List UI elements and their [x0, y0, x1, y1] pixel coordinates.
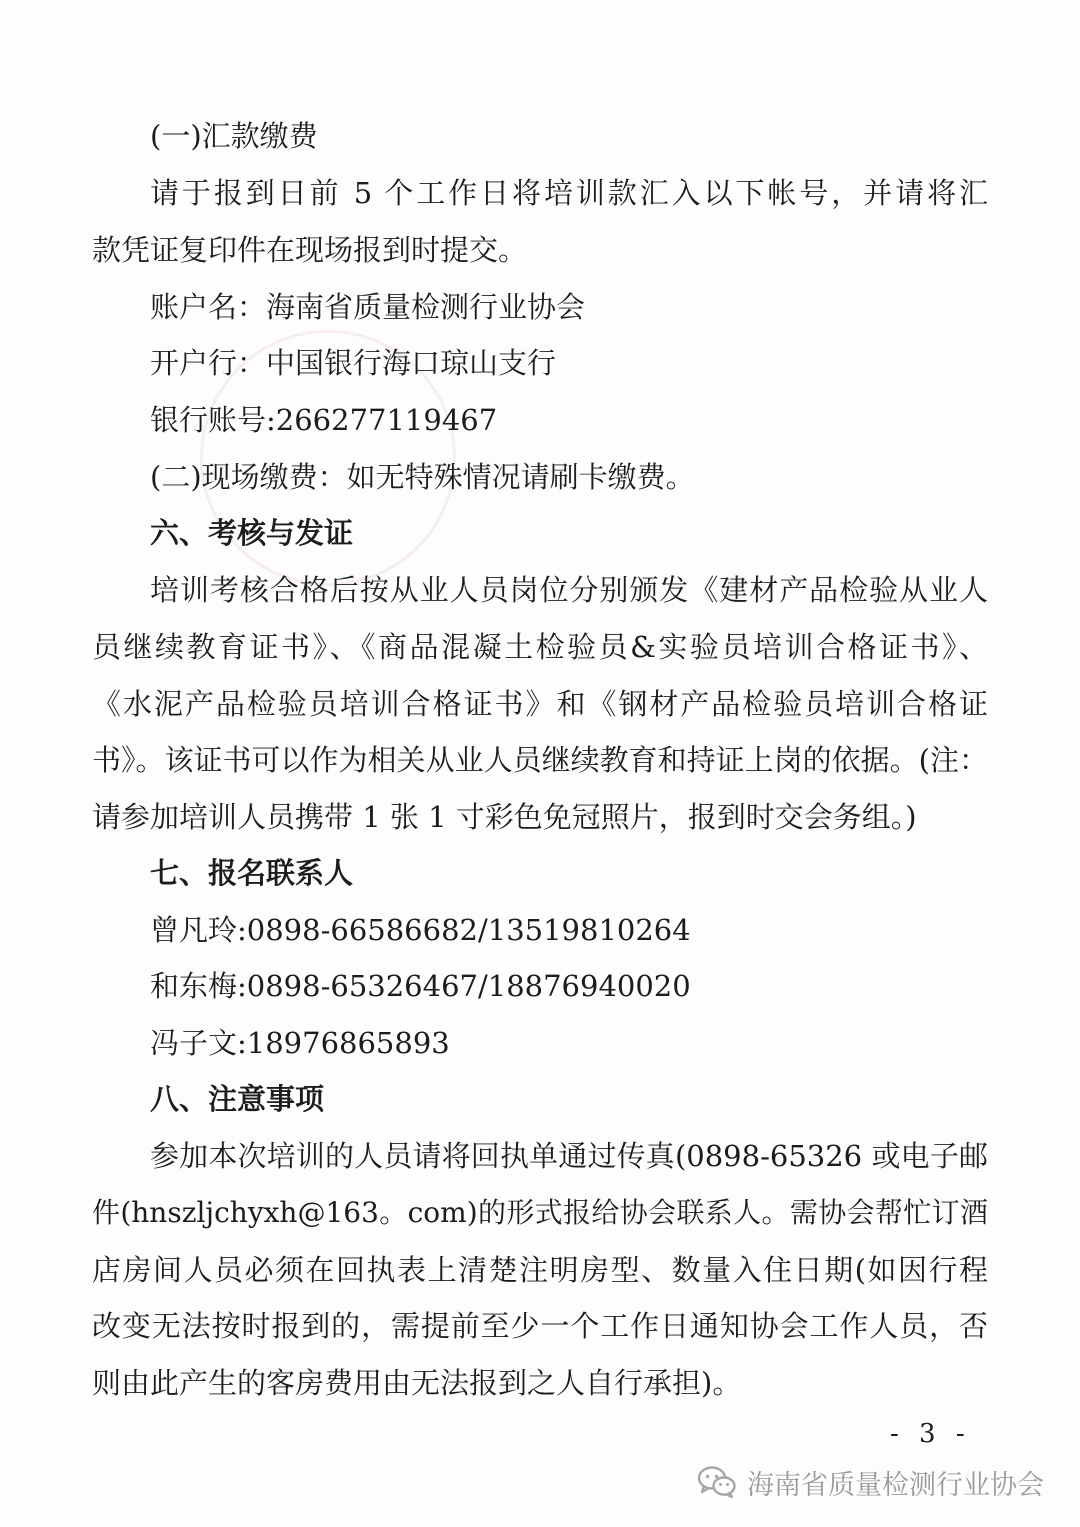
contact-line: 和东梅:0898-65326467/18876940020 [150, 969, 691, 1003]
wechat-icon [697, 1465, 737, 1499]
contact-line: 冯子文:18976865893 [150, 1026, 450, 1060]
paragraph-line: 员继续教育证书》、《商品混凝土检验员&实验员培训合格证书》、 [92, 630, 988, 664]
account-name-line: 账户名：海南省质量检测行业协会 [150, 290, 586, 324]
wechat-watermark [697, 1462, 1044, 1502]
page-number: - 3 - [890, 1419, 971, 1449]
paragraph-line: 请参加培训人员携带 1 张 1 寸彩色免冠照片，报到时交会务组。) [92, 800, 917, 834]
paragraph-line: 则由此产生的客房费用由无法报到之人自行承担)。 [92, 1366, 742, 1400]
bank-account-line: 银行账号:266277119467 [150, 403, 498, 437]
paragraph-line: 《水泥产品检验员培训合格证书》和《钢材产品检验员培训合格证 [92, 687, 988, 721]
paragraph-line: 培训考核合格后按从业人员岗位分别颁发《建材产品检验从业人 [150, 573, 988, 607]
paragraph-line: 书》。该证书可以作为相关从业人员继续教育和持证上岗的依据。(注： [92, 743, 988, 777]
subsection-onsite-payment: (二)现场缴费：如无特殊情况请刷卡缴费。 [150, 460, 695, 494]
paragraph-line: 件(hnszljchyxh@163。com)的形式报给协会联系人。需协会帮忙订酒 [92, 1196, 988, 1229]
paragraph-line: 改变无法按时报到的，需提前至少一个工作日通知协会工作人员，否 [92, 1309, 988, 1343]
paragraph-line: 参加本次培训的人员请将回执单通过传真(0898-65326 或电子邮 [150, 1139, 988, 1173]
section-heading-assessment: 六、考核与发证 [150, 516, 354, 550]
paragraph-line: 款凭证复印件在现场报到时提交。 [92, 233, 528, 267]
bank-name-line: 开户行：中国银行海口琼山支行 [150, 346, 557, 380]
section-heading-notes: 八、注意事项 [150, 1082, 325, 1116]
subsection-remittance: (一)汇款缴费 [150, 119, 318, 153]
paragraph-line: 请于报到日前 5 个工作日将培训款汇入以下帐号，并请将汇 [150, 176, 988, 210]
paragraph-line: 店房间人员必须在回执表上清楚注明房型、数量入住日期(如因行程 [92, 1253, 988, 1287]
wechat-account-name: 海南省质量检测行业协会 [747, 1469, 1044, 1501]
contact-line: 曾凡玲:0898-66586682/13519810264 [150, 913, 691, 947]
section-heading-contacts: 七、报名联系人 [150, 856, 354, 890]
